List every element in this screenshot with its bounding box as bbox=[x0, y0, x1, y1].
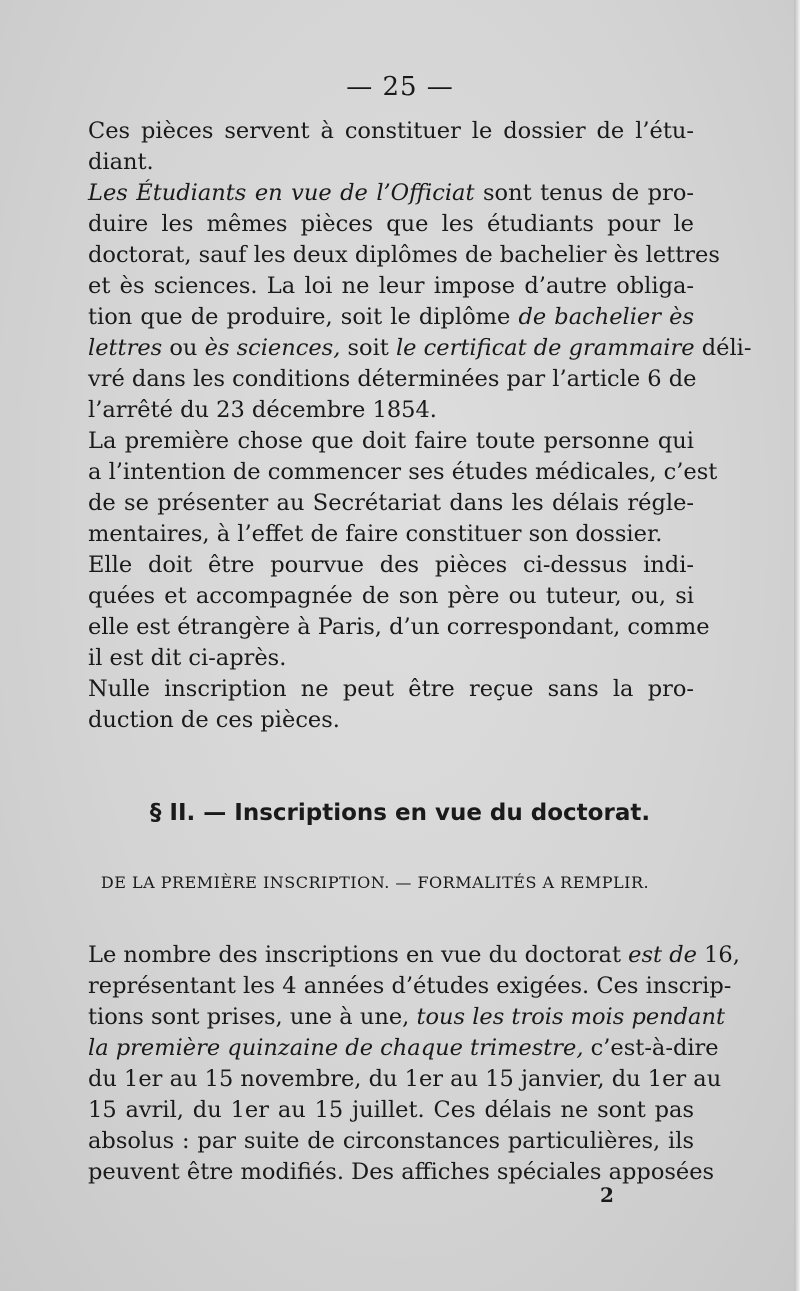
page-edge bbox=[794, 0, 800, 1291]
section-heading: § II. — Inscriptions en vue du doctorat. bbox=[149, 800, 651, 826]
paragraph-1: Ces pièces servent à constituer le dossier de l’étu- diant. bbox=[88, 118, 694, 175]
text-block-bottom bbox=[58, 940, 740, 1188]
paragraph-5: Nulle inscription ne peut être reçue sans la pro- duction de ces pièces. bbox=[88, 676, 694, 733]
paragraph-3: La première chose que doit faire toute personne qui a l’intention de commencer ses études médicales, c’est de se présenter au Secrétariat dans les délais régle- mentaires, à l’effet de faire constituer son dossier. bbox=[88, 428, 718, 547]
signature-mark: 2 bbox=[600, 1183, 614, 1207]
subsection-heading: DE LA PREMIÈRE INSCRIPTION. — FORMALITÉS A REMPLIR. bbox=[100, 873, 650, 892]
paragraph-2: Les Étudiants en vue de l’Officiat sont tenus de pro- duire les mêmes pièces que les étudiants pour le doctorat, sauf les deux diplômes de bachelier ès lettres et ès sciences. La loi ne leur impose d’autre obliga- tion que de produire, soit le diplôme de bachelier ès lettres ou ès sciences, soit le certificat de grammaire déli- vré dans les conditions déterminées par l’article 6 de l’arrêté du 23 décembre 1854. bbox=[88, 180, 752, 423]
paragraph-4: Elle doit être pourvue des pièces ci-dessus indi- quées et accompagnée de son père ou tuteur, ou, si elle est étrangère à Paris, d’un correspondant, comme il est dit ci-après. bbox=[88, 552, 710, 671]
page-number: — 25 — bbox=[346, 72, 454, 102]
text-block-top bbox=[58, 116, 752, 736]
paragraph-6: Le nombre des inscriptions en vue du doctorat est de 16, représentant les 4 années d’études exigées. Ces inscrip- tions sont prises, une à une, tous les trois mois pendant la première quinzaine de chaque trimestre, c’est-à-dire du 1er au 15 novembre, du 1er au 15 janvier, du 1er au 15 avril, du 1er au 15 juillet. Ces délais ne sont pas absolus : par suite de circonstances particulières, ils peuvent être modifiés. Des affiches spéciales apposées bbox=[88, 942, 740, 1185]
